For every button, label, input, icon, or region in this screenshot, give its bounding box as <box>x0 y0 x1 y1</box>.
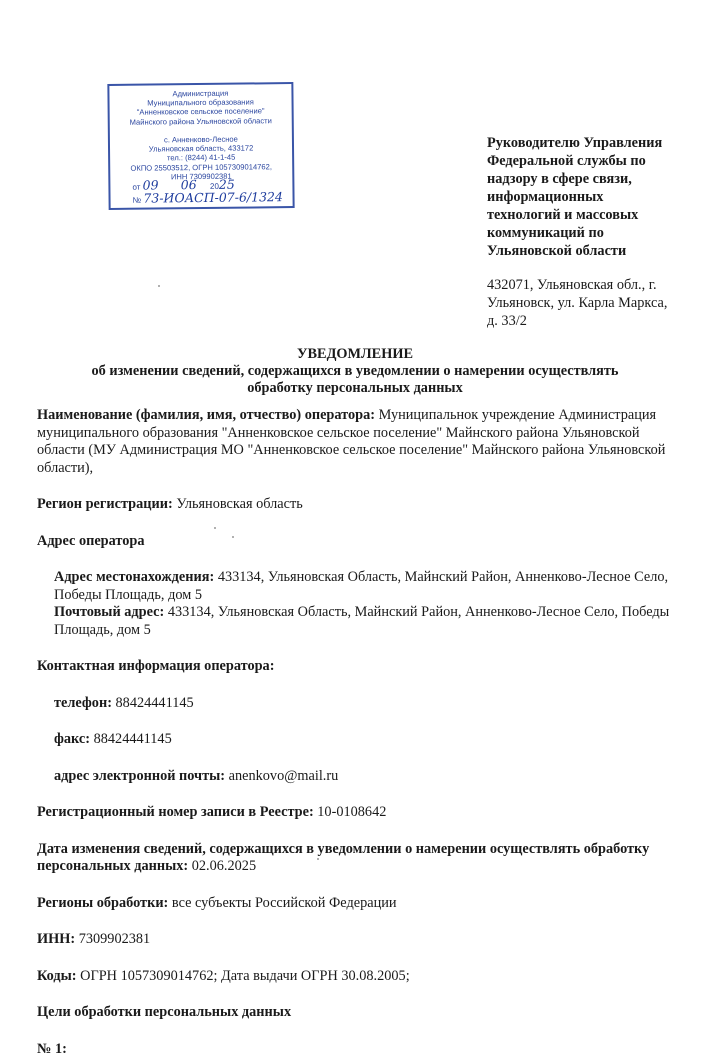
stamp-line: тел.: (8244) 41-1-45 <box>110 152 292 163</box>
change-date-label: Дата изменения сведений, содержащихся в уведомлении о намерении осуществлять обработку персональных данных: <box>37 841 649 875</box>
title-heading: УВЕДОМЛЕНИЕ <box>30 346 680 363</box>
location-address-label: Адрес местонахождения: <box>54 569 214 585</box>
change-date-value: 02.06.2025 <box>192 858 256 874</box>
postal-address-field <box>37 604 677 639</box>
stamp-number-value: 73-ИОАСП-07-6/1324 <box>143 189 283 205</box>
phone-value: 88424441145 <box>116 695 194 711</box>
processing-regions-label: Регионы обработки: <box>37 895 168 911</box>
stamp-line: Ульяновская область, 433172 <box>110 143 292 154</box>
phone-label: телефон: <box>54 695 112 711</box>
title-subheading: об изменении сведений, содержащихся в уведомлении о намерении осуществлять обработку персональных данных <box>30 363 680 397</box>
codes-value: ОГРН 1057309014762; Дата выдачи ОГРН 30.08.2005; <box>80 968 410 984</box>
operator-name-label: Наименование (фамилия, имя, отчество) оператора: <box>37 407 375 423</box>
codes-label: Коды: <box>37 968 77 984</box>
document-title <box>30 346 680 397</box>
stamp-date-month: 06 <box>181 177 197 192</box>
email-field <box>37 768 677 786</box>
registry-number-field <box>37 804 677 822</box>
inn-field <box>37 931 677 949</box>
location-address-field <box>37 569 677 604</box>
postal-address-label: Почтовый адрес: <box>54 604 164 620</box>
stamp-date-prefix: от <box>132 183 140 192</box>
stamp-line: Администрация <box>109 88 291 99</box>
registry-number-label: Регистрационный номер записи в Реестре: <box>37 804 314 820</box>
inn-value: 7309902381 <box>79 931 150 947</box>
stamp-line: Муниципального образования <box>110 97 292 108</box>
stamp-date-year: 25 <box>219 177 235 192</box>
fax-value: 88424441145 <box>94 731 172 747</box>
operator-address-heading <box>37 533 677 551</box>
scan-speck <box>158 285 160 287</box>
purposes-label: Цели обработки персональных данных <box>37 1004 291 1020</box>
purpose-item-heading <box>37 1041 677 1058</box>
registration-stamp <box>107 82 294 210</box>
notice-body <box>37 407 677 1058</box>
scan-speck <box>317 858 319 860</box>
stamp-date-year-prefix: 20 <box>210 182 219 191</box>
addressee-recipient: Руководителю Управления Федеральной службы по надзору в сфере связи, информационных технологий и массовых коммуникаций по Ульяновской области <box>487 134 677 260</box>
phone-field <box>37 695 677 713</box>
email-value: anenkovo@mail.ru <box>229 768 339 784</box>
codes-field <box>37 968 677 986</box>
operator-address-label: Адрес оператора <box>37 533 145 549</box>
purpose-item-label: № 1: <box>37 1041 67 1057</box>
postal-address-value: 433134, Ульяновская Область, Майнский Район, Анненково-Лесное Село, Победы Площадь, дом 5 <box>54 604 669 638</box>
purposes-heading <box>37 1004 677 1022</box>
stamp-number-row <box>110 192 314 205</box>
operator-name-field <box>37 407 677 477</box>
addressee-block <box>487 134 677 330</box>
contact-heading <box>37 658 677 676</box>
region-value: Ульяновская область <box>176 496 302 512</box>
stamp-line: с. Анненково-Лесное <box>110 134 292 145</box>
fax-field <box>37 731 677 749</box>
location-address-value: 433134, Ульяновская Область, Майнский Район, Анненково-Лесное Село, Победы Площадь, дом 5 <box>54 569 668 603</box>
region-field <box>37 496 677 514</box>
stamp-line: "Анненковское сельское поселение" <box>110 106 292 117</box>
stamp-date-day: 09 <box>142 177 158 192</box>
registry-number-value: 10-0108642 <box>317 804 386 820</box>
email-label: адрес электронной почты: <box>54 768 225 784</box>
stamp-number-prefix: № <box>133 196 142 205</box>
change-date-field <box>37 841 677 876</box>
stamp-line: Майнского района Ульяновской области <box>110 116 292 127</box>
contact-label: Контактная информация оператора: <box>37 658 274 674</box>
inn-label: ИНН: <box>37 931 75 947</box>
processing-regions-value: все субъекты Российской Федерации <box>172 895 397 911</box>
stamp-line: ИНН 7309902381 <box>110 171 292 182</box>
stamp-line: ОКПО 25503512, ОГРН 1057309014762, <box>110 162 292 173</box>
processing-regions-field <box>37 895 677 913</box>
operator-name-value: Муниципальнок учреждение Администрация муниципального образования "Анненковское сельское поселение" Майнского района Ульяновской области (МУ Администрация МО "Анненковское сельское поселение" Майнского района Ульяновской области), <box>37 407 665 476</box>
region-label: Регион регистрации: <box>37 496 173 512</box>
addressee-postal-address: 432071, Ульяновская обл., г. Ульяновск, ул. Карла Маркса, д. 33/2 <box>487 276 677 330</box>
scan-speck <box>214 527 216 529</box>
scan-speck <box>232 536 234 538</box>
fax-label: факс: <box>54 731 90 747</box>
